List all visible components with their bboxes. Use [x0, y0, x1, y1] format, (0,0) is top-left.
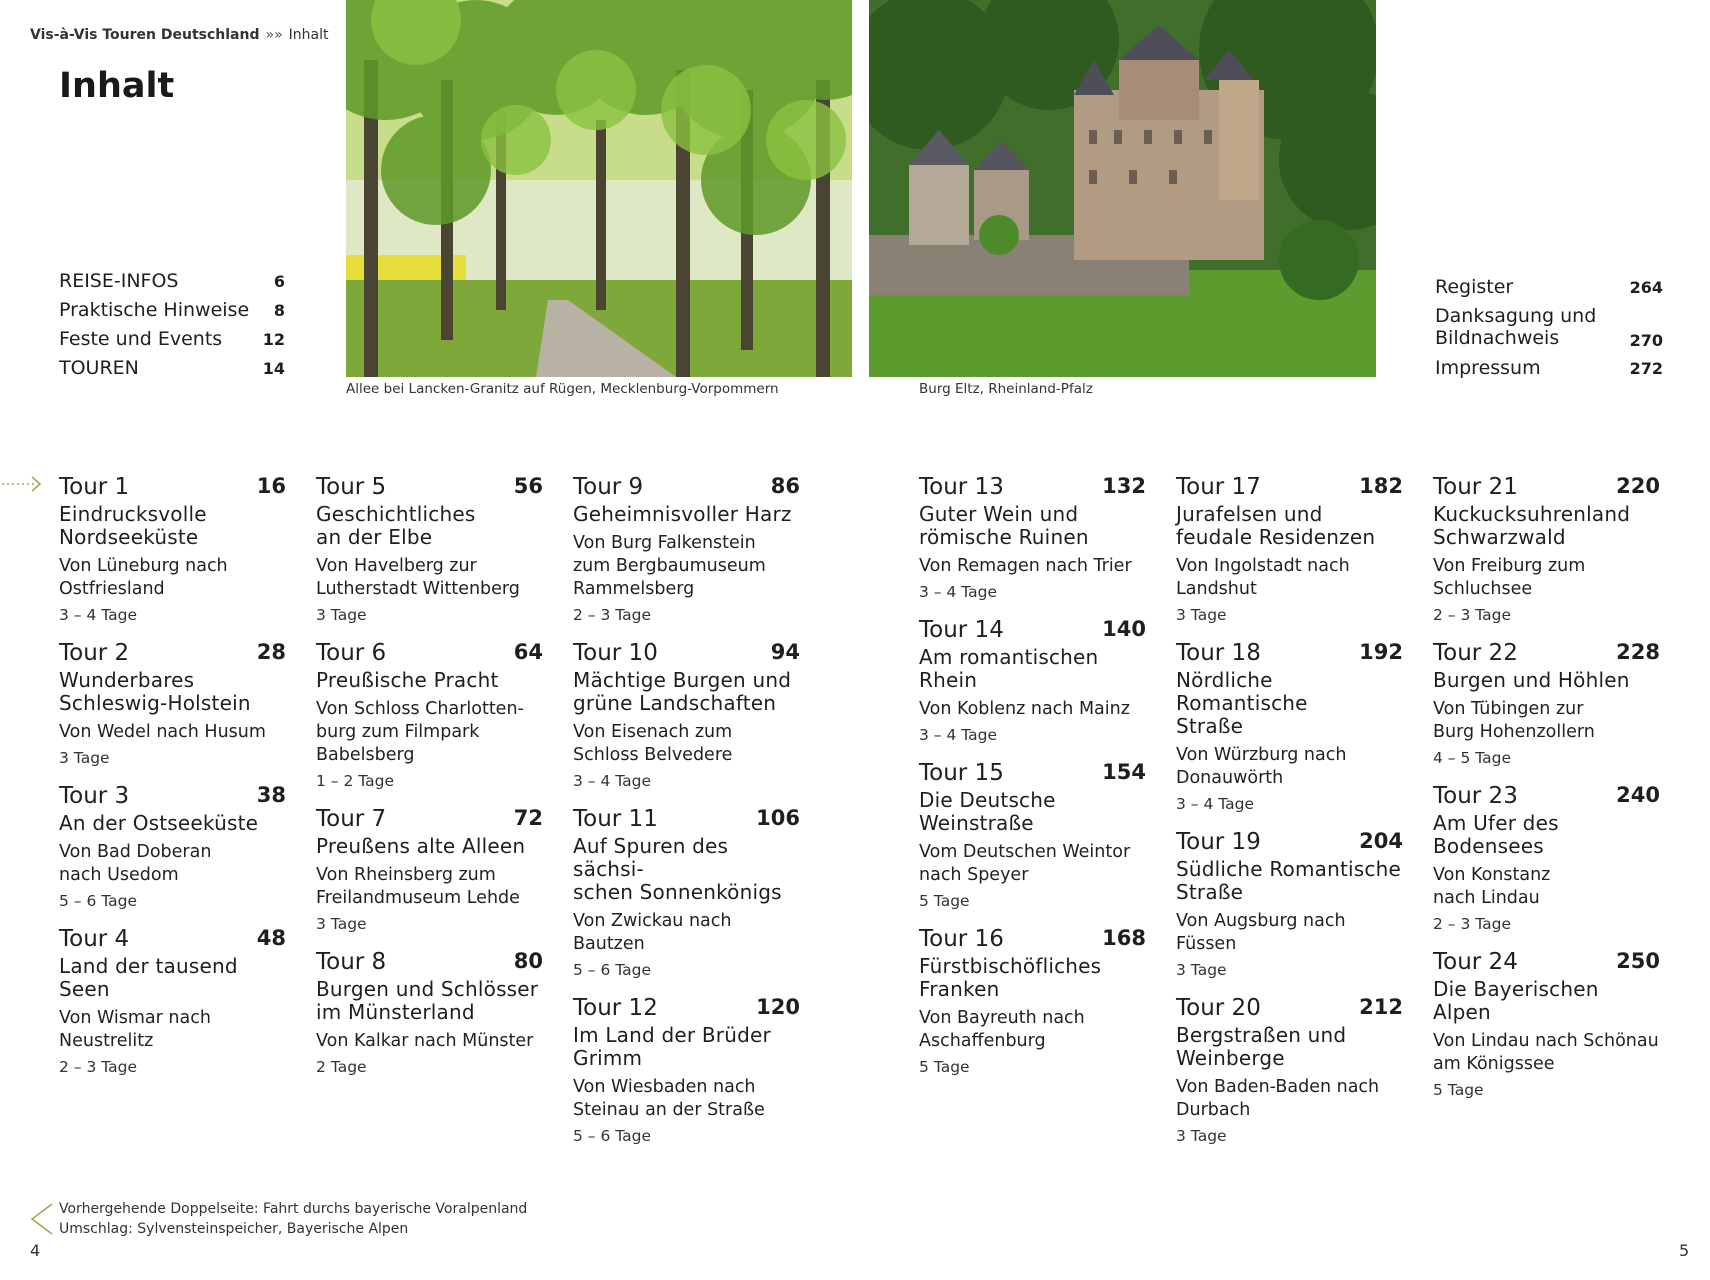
tour-entry[interactable] [1176, 826, 1403, 980]
index-page: 272 [1629, 359, 1663, 378]
tour-number: Tour 24 [1433, 949, 1518, 975]
tour-route [1176, 555, 1403, 601]
tour-number: Tour 1 [59, 474, 130, 500]
tour-route-line: Landshut [1176, 579, 1257, 599]
tour-title-line: Franken [919, 977, 1000, 1001]
tour-page: 154 [1102, 760, 1146, 784]
tour-route [919, 1007, 1146, 1053]
tour-route-line: Von Rheinsberg zum [316, 865, 496, 885]
tour-title [1433, 812, 1660, 858]
tour-route [1433, 864, 1660, 910]
breadcrumb-separator: »» [265, 27, 283, 43]
tour-duration: 2 – 3 Tage [1433, 606, 1512, 624]
tour-page: 86 [770, 474, 800, 498]
tour-title-line: feudale Residenzen [1176, 525, 1376, 549]
tour-title [316, 669, 543, 692]
index-entry-touren[interactable] [59, 357, 285, 386]
tour-page: 16 [256, 474, 286, 498]
tour-title-line: Weinstraße [919, 811, 1034, 835]
tour-duration: 3 Tage [316, 915, 367, 933]
tour-number: Tour 12 [573, 995, 658, 1021]
index-entry-praktische-hinweise[interactable] [59, 299, 285, 328]
tour-page: 38 [256, 783, 286, 807]
tour-column-5 [1176, 471, 1403, 1158]
tour-number: Tour 11 [573, 806, 658, 832]
index-entry-reise-infos[interactable] [59, 270, 285, 299]
breadcrumb-current: Inhalt [288, 27, 329, 43]
castle-illustration [869, 0, 1376, 377]
tour-route-line: Von Wedel nach Husum [59, 722, 266, 742]
tour-title [316, 835, 543, 858]
tour-route-line: Burg Hohenzollern [1433, 722, 1595, 742]
tour-number: Tour 13 [919, 474, 1004, 500]
tour-title-line: Südliche Romantische [1176, 857, 1401, 881]
tour-route [1433, 555, 1660, 601]
index-right [1435, 276, 1663, 386]
tour-title-line: Jurafelsen und [1176, 502, 1323, 526]
tour-title [59, 669, 286, 715]
tour-entry[interactable] [919, 923, 1146, 1077]
index-left [59, 270, 285, 386]
tour-title [1176, 858, 1403, 904]
tour-route-line: Von Zwickau nach Bautzen [573, 911, 732, 954]
page-title: Inhalt [59, 66, 175, 106]
index-entry-feste-und-events[interactable] [59, 328, 285, 357]
tour-duration: 2 – 3 Tage [573, 606, 652, 624]
tour-number: Tour 16 [919, 926, 1004, 952]
tour-route-line: Ostfriesland [59, 579, 165, 599]
tour-number: Tour 23 [1433, 783, 1518, 809]
tour-title [59, 503, 286, 549]
tour-page: 48 [256, 926, 286, 950]
tour-title [573, 1024, 800, 1070]
tour-page: 132 [1102, 474, 1146, 498]
tour-entry[interactable] [1433, 780, 1660, 934]
tour-route-line: nach Lindau [1433, 888, 1540, 908]
index-label: Praktische Hinweise [59, 299, 250, 321]
tour-route-line: Steinau an der Straße [573, 1100, 765, 1120]
tour-title-line: Im Land der Brüder [573, 1023, 771, 1047]
photo-castle [869, 0, 1376, 377]
index-page: 6 [273, 272, 285, 291]
tour-number: Tour 20 [1176, 995, 1261, 1021]
footnotes [59, 1199, 527, 1239]
tour-title-line: an der Elbe [316, 525, 433, 549]
tour-duration: 3 Tage [1176, 961, 1227, 979]
tour-route [573, 532, 800, 601]
tour-title [316, 978, 543, 1024]
index-page: 8 [273, 301, 285, 320]
index-label [1435, 305, 1596, 349]
photo-alley [346, 0, 852, 377]
tour-number: Tour 18 [1176, 640, 1261, 666]
tour-number: Tour 17 [1176, 474, 1261, 500]
tour-duration: 3 – 4 Tage [573, 772, 652, 790]
index-label: REISE-INFOS [59, 270, 179, 292]
caption-castle: Burg Eltz, Rheinland-Pfalz [919, 381, 1093, 397]
tour-duration: 2 – 3 Tage [59, 1058, 138, 1076]
tour-duration: 5 – 6 Tage [573, 1127, 652, 1145]
index-entry-danksagung[interactable] [1435, 305, 1663, 357]
tour-number: Tour 22 [1433, 640, 1518, 666]
tour-title-line: Schwarzwald [1433, 525, 1566, 549]
tour-duration: 1 – 2 Tage [316, 772, 395, 790]
tour-title [316, 503, 543, 549]
index-label-line: Bildnachweis [1435, 327, 1560, 349]
tour-route-line: nach Speyer [919, 865, 1029, 885]
tour-title-line: Wunderbares [59, 668, 195, 692]
tour-entry[interactable] [1176, 637, 1403, 814]
tour-duration: 5 Tage [919, 1058, 970, 1076]
tour-route [919, 841, 1146, 887]
tour-route [59, 1007, 286, 1053]
tour-duration: 3 – 4 Tage [919, 583, 998, 601]
tour-title [1176, 1024, 1403, 1070]
tour-page: 140 [1102, 617, 1146, 641]
tour-duration: 3 Tage [1176, 606, 1227, 624]
tour-number: Tour 21 [1433, 474, 1518, 500]
tour-title-line: im Münsterland [316, 1000, 475, 1024]
tour-route-line: am Königssee [1433, 1054, 1555, 1074]
tour-route-line: Vom Deutschen Weintor [919, 842, 1131, 862]
tour-route-line: Von Lüneburg nach [59, 556, 228, 576]
tour-route-line: Von Wiesbaden nach [573, 1077, 756, 1097]
tour-page: 228 [1616, 640, 1660, 664]
tour-number: Tour 5 [316, 474, 387, 500]
tour-title [1433, 669, 1660, 692]
tour-title-line: Grimm [573, 1046, 643, 1070]
tour-route-line: Von Würzburg nach [1176, 745, 1347, 765]
breadcrumb-book[interactable]: Vis-à-Vis Touren Deutschland [30, 27, 260, 43]
caption-alley: Allee bei Lancken-Granitz auf Rügen, Mecklenburg-Vorpommern [346, 381, 779, 397]
tour-duration: 3 – 4 Tage [1176, 795, 1255, 813]
tour-route-line: Durbach [1176, 1100, 1251, 1120]
tour-route-line: Donauwörth [1176, 768, 1284, 788]
index-label: Feste und Events [59, 328, 223, 350]
tour-route [1176, 1076, 1403, 1122]
tour-route-line: Von Eisenach zum [573, 722, 733, 742]
tour-duration: 3 – 4 Tage [919, 726, 998, 744]
index-label: TOUREN [59, 357, 139, 379]
tour-title-line: An der Ostseeküste [59, 811, 259, 835]
tour-route-line: Von Havelberg zur [316, 556, 477, 576]
tour-number: Tour 2 [59, 640, 130, 666]
tour-route [919, 698, 1146, 721]
tour-title [573, 503, 800, 526]
tour-title-line: Nördliche Romantische [1176, 668, 1308, 715]
tour-route [573, 1076, 800, 1122]
tour-title-line: Weinberge [1176, 1046, 1285, 1070]
index-page: 14 [262, 359, 285, 378]
tour-page: 192 [1359, 640, 1403, 664]
tour-route [919, 555, 1146, 578]
tour-number: Tour 6 [316, 640, 387, 666]
tour-duration: 3 – 4 Tage [59, 606, 138, 624]
tour-number: Tour 9 [573, 474, 644, 500]
tour-route-line: Von Freiburg zum [1433, 556, 1586, 576]
tour-title-line: Burgen und Höhlen [1433, 668, 1630, 692]
tour-entry[interactable] [316, 946, 543, 1077]
index-entry-impressum[interactable] [1435, 357, 1663, 386]
tour-route-line: Aschaffenburg [919, 1031, 1046, 1051]
tour-route-line: zum Bergbaumuseum [573, 556, 766, 576]
tour-entry[interactable] [573, 992, 800, 1146]
tour-number: Tour 4 [59, 926, 130, 952]
tour-number: Tour 10 [573, 640, 658, 666]
tour-title-line: Am Ufer des [1433, 811, 1559, 835]
tour-route-line: Von Burg Falkenstein [573, 533, 756, 553]
tour-duration: 5 – 6 Tage [573, 961, 652, 979]
tour-title [919, 955, 1146, 1001]
tour-page: 28 [256, 640, 286, 664]
tour-entry[interactable] [919, 757, 1146, 911]
tour-route-line: Von Koblenz nach Mainz [919, 699, 1130, 719]
tour-route [316, 555, 543, 601]
tour-title-line: grüne Landschaften [573, 691, 777, 715]
tour-title-line: Am romantischen [919, 645, 1099, 669]
tour-page: 120 [756, 995, 800, 1019]
dotted-arrow-icon [0, 473, 44, 495]
tour-title-line: Auf Spuren des sächsi- [573, 834, 729, 881]
tour-entry[interactable] [919, 471, 1146, 602]
tour-duration: 3 Tage [59, 749, 110, 767]
tour-page: 56 [513, 474, 543, 498]
tour-route-line: Von Konstanz [1433, 865, 1551, 885]
tour-entry[interactable] [316, 471, 543, 625]
tour-page: 168 [1102, 926, 1146, 950]
tour-number: Tour 8 [316, 949, 387, 975]
tour-page: 212 [1359, 995, 1403, 1019]
tour-title-line: Nordseeküste [59, 525, 199, 549]
tour-route [1433, 1030, 1660, 1076]
tour-column-2 [316, 471, 543, 1089]
tour-duration: 3 Tage [316, 606, 367, 624]
page-number-right: 5 [1679, 1241, 1690, 1260]
tour-route-line: Lutherstadt Wittenberg [316, 579, 520, 599]
tour-title-line: Mächtige Burgen und [573, 668, 792, 692]
tour-title-line: Schleswig-Holstein [59, 691, 251, 715]
tour-route-line: Von Baden-Baden nach [1176, 1077, 1380, 1097]
footnote-cover: Umschlag: Sylvensteinspeicher, Bayerische Alpen [59, 1221, 409, 1237]
tour-entry[interactable] [316, 803, 543, 934]
tour-page: 80 [513, 949, 543, 973]
tour-route-line: Freilandmuseum Lehde [316, 888, 520, 908]
tour-duration: 5 Tage [1433, 1081, 1484, 1099]
tour-title-line: Die Bayerischen Alpen [1433, 977, 1599, 1024]
tour-duration: 2 Tage [316, 1058, 367, 1076]
index-entry-register[interactable] [1435, 276, 1663, 305]
tour-route [316, 1030, 543, 1053]
alley-illustration [346, 0, 852, 377]
tour-duration: 5 Tage [919, 892, 970, 910]
tour-route-line: Von Ingolstadt nach [1176, 556, 1350, 576]
tour-route [1176, 744, 1403, 790]
tour-title-line: Guter Wein und [919, 502, 1079, 526]
tour-title-line: Geheimnisvoller Harz [573, 502, 792, 526]
tour-title-line: schen Sonnenkönigs [573, 880, 782, 904]
tour-route [573, 910, 800, 956]
tour-entry[interactable] [1433, 946, 1660, 1100]
tour-title [59, 812, 286, 835]
tour-page: 220 [1616, 474, 1660, 498]
tour-title [59, 955, 286, 1001]
tour-entry[interactable] [1433, 471, 1660, 625]
tour-entry[interactable] [573, 471, 800, 625]
tour-route-line: Von Bayreuth nach [919, 1008, 1085, 1028]
index-label: Impressum [1435, 357, 1541, 379]
index-label: Register [1435, 276, 1514, 298]
tour-page: 250 [1616, 949, 1660, 973]
tour-duration: 5 – 6 Tage [59, 892, 138, 910]
tour-route-line: Von Kalkar nach Münster [316, 1031, 534, 1051]
tour-page: 204 [1359, 829, 1403, 853]
index-page: 270 [1629, 331, 1663, 350]
tour-route-line: Von Remagen nach Trier [919, 556, 1132, 576]
tour-column-3 [573, 471, 800, 1158]
tour-entry[interactable] [919, 614, 1146, 745]
tour-page: 94 [770, 640, 800, 664]
tour-route-line: Babelsberg [316, 745, 415, 765]
breadcrumb [30, 27, 328, 43]
tour-route [59, 721, 286, 744]
tour-entry[interactable] [59, 471, 286, 625]
tour-title [919, 789, 1146, 835]
tour-route-line: Schloss Belvedere [573, 745, 733, 765]
tour-route-line: Von Tübingen zur [1433, 699, 1584, 719]
tour-title-line: Rhein [919, 668, 978, 692]
tour-route [573, 721, 800, 767]
tour-column-1 [59, 471, 286, 1089]
page-number-left: 4 [30, 1241, 41, 1260]
tour-route [59, 555, 286, 601]
tour-entry[interactable] [1433, 637, 1660, 768]
tour-route-line: Von Augsburg nach Füssen [1176, 911, 1346, 954]
tour-number: Tour 15 [919, 760, 1004, 786]
tour-number: Tour 14 [919, 617, 1004, 643]
tour-duration: 4 – 5 Tage [1433, 749, 1512, 767]
index-page: 264 [1629, 278, 1663, 297]
tour-route-line: Von Wismar nach [59, 1008, 211, 1028]
tour-page: 240 [1616, 783, 1660, 807]
tour-column-4 [919, 471, 1146, 1089]
tour-entry[interactable] [1176, 471, 1403, 625]
tour-title [1176, 503, 1403, 549]
tour-entry[interactable] [573, 637, 800, 791]
tour-title-line: Kuckucksuhrenland [1433, 502, 1631, 526]
tour-entry[interactable] [59, 923, 286, 1077]
tour-title [573, 669, 800, 715]
tour-route [316, 698, 543, 767]
left-chevron-icon [28, 1201, 56, 1237]
tour-column-6 [1433, 471, 1660, 1112]
tour-duration: 2 – 3 Tage [1433, 915, 1512, 933]
tour-title [919, 646, 1146, 692]
tour-title-line: Geschichtliches [316, 502, 476, 526]
tour-route [1433, 698, 1660, 744]
tour-number: Tour 19 [1176, 829, 1261, 855]
tour-route-line: Rammelsberg [573, 579, 695, 599]
tour-number: Tour 7 [316, 806, 387, 832]
tour-title [1433, 503, 1660, 549]
tour-route-line: Neustrelitz [59, 1031, 154, 1051]
index-page: 12 [262, 330, 285, 349]
tour-route-line: Von Schloss Charlotten- [316, 699, 524, 719]
tour-title-line: Eindrucksvolle [59, 502, 207, 526]
tour-page: 106 [756, 806, 800, 830]
tour-route-line: nach Usedom [59, 865, 179, 885]
tour-entry[interactable] [573, 803, 800, 980]
tour-route-line: Von Lindau nach Schönau [1433, 1031, 1659, 1051]
tour-title-line: Straße [1176, 714, 1244, 738]
tour-title [1433, 978, 1660, 1024]
tour-entry[interactable] [316, 637, 543, 791]
tour-route-line: Schluchsee [1433, 579, 1533, 599]
tour-page: 182 [1359, 474, 1403, 498]
tour-entry[interactable] [59, 780, 286, 911]
tour-title-line: Die Deutsche [919, 788, 1056, 812]
tour-number: Tour 3 [59, 783, 130, 809]
tour-title-line: Straße [1176, 880, 1244, 904]
footnote-previous-spread: Vorhergehende Doppelseite: Fahrt durchs bayerische Voralpenland [59, 1201, 528, 1217]
index-label-line: Danksagung und [1435, 305, 1597, 327]
tour-duration: 3 Tage [1176, 1127, 1227, 1145]
tour-entry[interactable] [59, 637, 286, 768]
tour-route-line: burg zum Filmpark [316, 722, 480, 742]
tour-route [316, 864, 543, 910]
tour-title-line: Preußens alte Alleen [316, 834, 526, 858]
tour-title-line: römische Ruinen [919, 525, 1089, 549]
tour-page: 72 [513, 806, 543, 830]
tour-route [1176, 910, 1403, 956]
tour-route-line: Von Bad Doberan [59, 842, 212, 862]
tour-route [59, 841, 286, 887]
tour-title [573, 835, 800, 904]
tour-title [1176, 669, 1403, 738]
tour-title-line: Fürstbischöfliches [919, 954, 1102, 978]
tour-title-line: Bodensees [1433, 834, 1544, 858]
tour-title-line: Bergstraßen und [1176, 1023, 1347, 1047]
tour-title-line: Land der tausend Seen [59, 954, 238, 1001]
tour-title-line: Preußische Pracht [316, 668, 499, 692]
tour-title-line: Burgen und Schlösser [316, 977, 539, 1001]
tour-title [919, 503, 1146, 549]
tour-entry[interactable] [1176, 992, 1403, 1146]
tour-page: 64 [513, 640, 543, 664]
